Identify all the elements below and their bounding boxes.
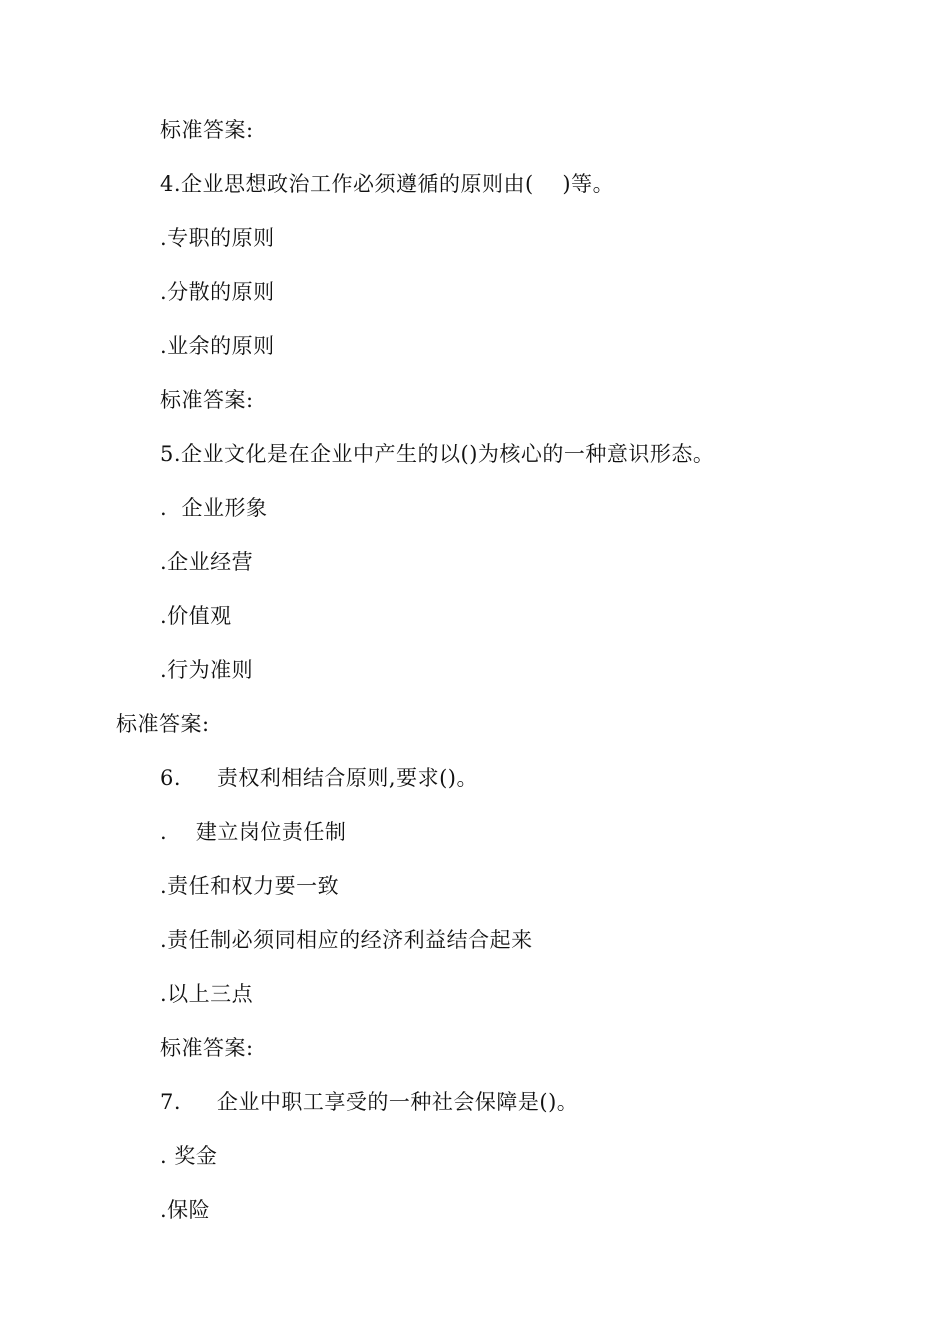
answer-label: 标准答案: xyxy=(160,118,254,142)
option-5b: .企业经营 xyxy=(160,550,254,574)
option-5d: .行为准则 xyxy=(160,658,254,682)
answer-label-5: 标准答案: xyxy=(116,712,210,736)
option-6b: .责任和权力要一致 xyxy=(160,874,340,898)
option-5c: .价值观 xyxy=(160,604,232,628)
option-6c: .责任制必须同相应的经济利益结合起来 xyxy=(160,928,533,952)
option-7a: . 奖金 xyxy=(160,1144,218,1168)
option-4c: .业余的原则 xyxy=(160,334,275,358)
answer-label-4: 标准答案: xyxy=(160,388,254,412)
question-7: 7. 企业中职工享受的一种社会保障是()。 xyxy=(160,1090,579,1114)
option-5a: . 企业形象 xyxy=(160,496,268,520)
answer-label-6: 标准答案: xyxy=(160,1036,254,1060)
question-4: 4.企业思想政治工作必须遵循的原则由( )等。 xyxy=(160,172,615,196)
option-7b: .保险 xyxy=(160,1198,211,1222)
option-6d: .以上三点 xyxy=(160,982,254,1006)
option-4b: .分散的原则 xyxy=(160,280,275,304)
option-6a: . 建立岗位责任制 xyxy=(160,820,347,844)
question-6: 6. 责权利相结合原则,要求()。 xyxy=(160,766,478,790)
question-5: 5.企业文化是在企业中产生的以()为核心的一种意识形态。 xyxy=(160,442,715,466)
option-4a: .专职的原则 xyxy=(160,226,275,250)
